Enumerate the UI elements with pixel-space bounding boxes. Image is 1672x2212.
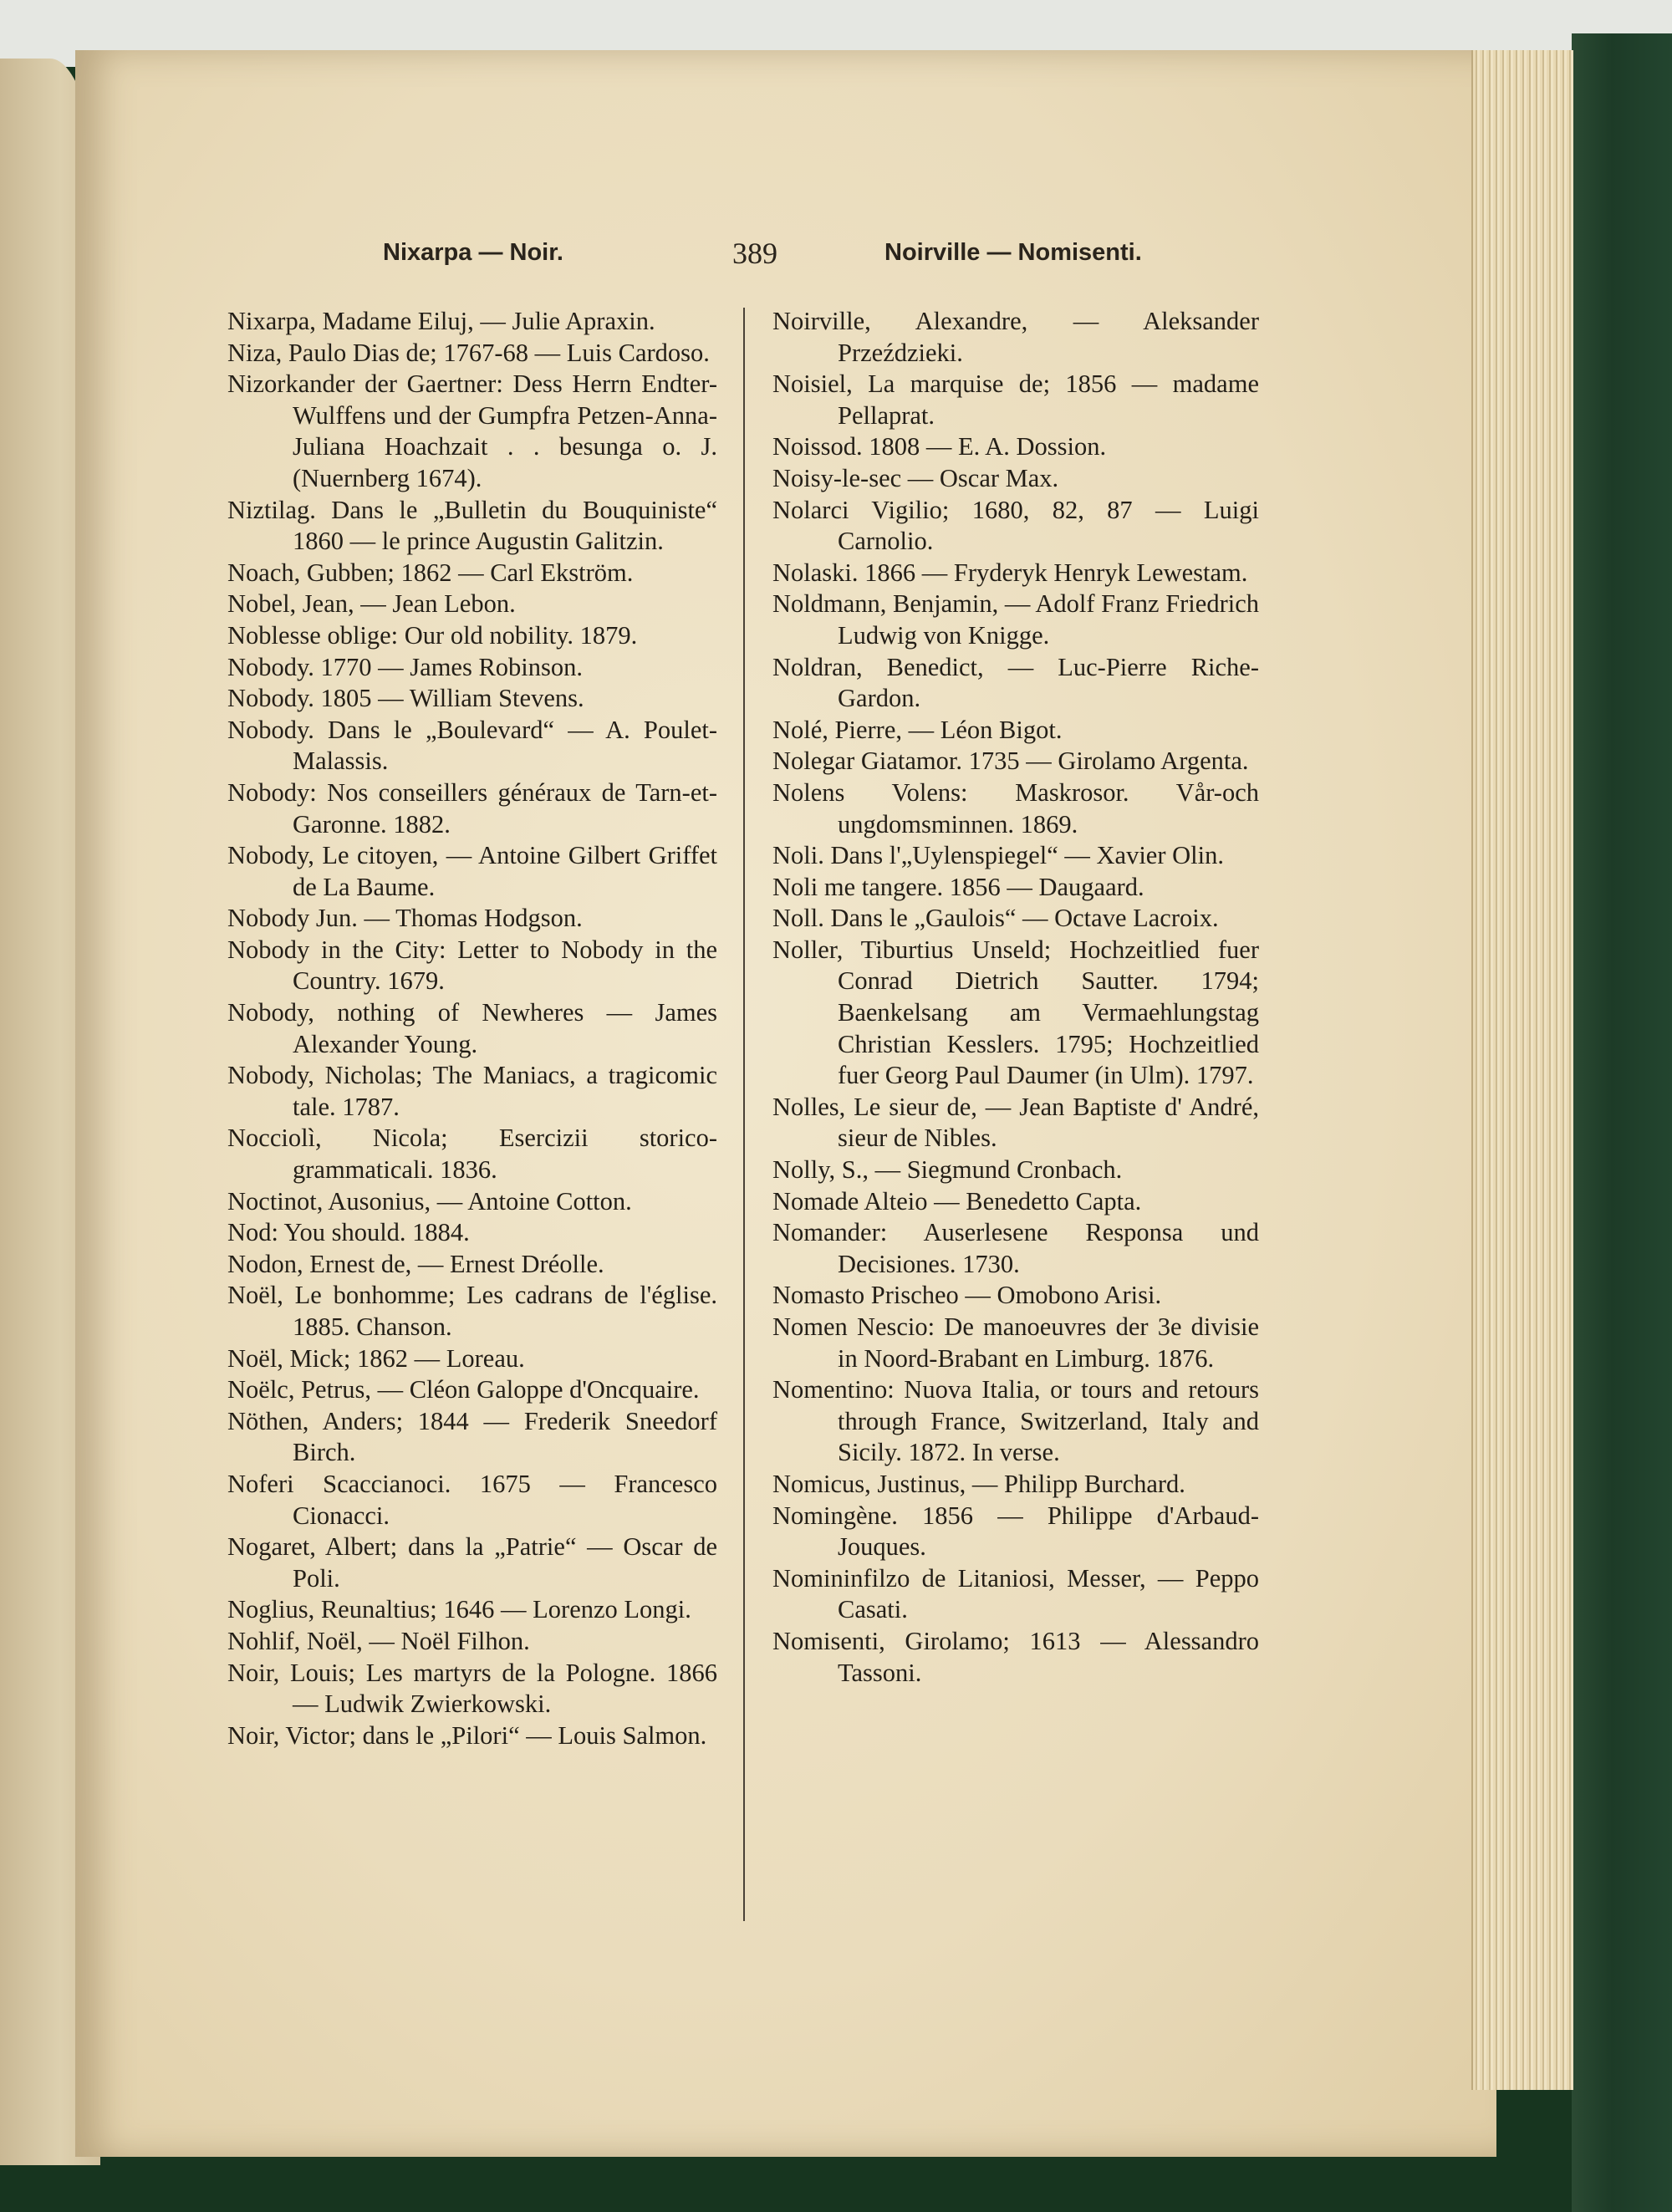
entry: Nomasto Prischeo — Omobono Arisi. (772, 1281, 1162, 1310)
entry: Nomade Alteio — Benedetto Capta. (772, 1186, 1142, 1216)
entry: Nobel, Jean, — Jean Lebon. (227, 589, 516, 619)
entry: Noblesse oblige: Our old nobility. 1879. (227, 620, 638, 650)
entry: Nomander: Auserlesene Responsa und Decisiones. 1730. (772, 1218, 1259, 1278)
page-stack-edges (1471, 50, 1573, 2090)
entry: Noisiel, La marquise de; 1856 — madame Pellaprat. (772, 370, 1259, 430)
entry: Noir, Louis; Les martyrs de la Pologne. 1866 — Ludwik Zwierkowski. (227, 1658, 717, 1719)
entry: Nomisenti, Girolamo; 1613 — Alessandro Tassoni. (772, 1626, 1259, 1687)
entry: Nolegar Giatamor. 1735 — Girolamo Argenta. (772, 747, 1249, 776)
entry: Nobody Jun. — Thomas Hodgson. (227, 904, 583, 933)
entry: Noël, Le bonhomme; Les cadrans de l'église. 1885. Chanson. (227, 1281, 717, 1341)
entry: Noglius, Reunaltius; 1646 — Lorenzo Longi. (227, 1595, 691, 1624)
entry: Nixarpa, Madame Eiluj, — Julie Apraxin. (227, 307, 655, 335)
right-column (772, 306, 1259, 1689)
running-header-right: Noirville — Nomisenti. (884, 239, 1142, 266)
entry: Nöthen, Anders; 1844 — Frederik Sneedorf Birch. (227, 1406, 717, 1467)
page-number: 389 (732, 237, 777, 270)
entry: Nogaret, Albert; dans la „Patrie“ — Oscar de Poli. (227, 1532, 717, 1593)
entry: Noldmann, Benjamin, — Adolf Franz Friedrich Ludwig von Knigge. (772, 589, 1259, 650)
entry: Noli me tangere. 1856 — Daugaard. (772, 872, 1144, 901)
entry: Nolaski. 1866 — Fryderyk Henryk Lewestam. (772, 558, 1248, 587)
entry: Noëlc, Petrus, — Cléon Galoppe d'Oncquaire. (227, 1375, 700, 1404)
entry: Noir, Victor; dans le „Pilori“ — Louis Salmon. (227, 1720, 707, 1750)
entry: Nolles, Le sieur de, — Jean Baptiste d' André, sieur de Nibles. (772, 1092, 1259, 1153)
entry: Nobody, nothing of Newheres — James Alexander Young. (227, 998, 717, 1058)
entry: Nocciolì, Nicola; Esercizii storico-grammaticali. 1836. (227, 1124, 717, 1185)
entry: Noferi Scaccianoci. 1675 — Francesco Cionacci. (227, 1469, 717, 1530)
entry: Nolens Volens: Maskrosor. Vår-och ungdomsminnen. 1869. (772, 777, 1259, 838)
entry: Noirville, Alexandre, — Aleksander Przeździeki. (772, 307, 1259, 367)
entry: Nolé, Pierre, — Léon Bigot. (772, 715, 1063, 744)
entry: Nobody. 1770 — James Robinson. (227, 652, 584, 681)
entry: Nobody: Nos conseillers généraux de Tarn-et-Garonne. 1882. (227, 777, 717, 838)
entry: Nohlif, Noël, — Noël Filhon. (227, 1626, 530, 1655)
entry: Nizorkander der Gaertner: Dess Herrn Endter-Wulffens und der Gumpfra Petzen-Anna-Juliana Hoachzait . . besunga o. J. (Nuernberg 1674). (227, 370, 717, 492)
entry: Noli. Dans l'„Uylenspiegel“ — Xavier Olin. (772, 841, 1224, 870)
entry: Niza, Paulo Dias de; 1767-68 — Luis Cardoso. (227, 338, 710, 367)
entry: Noissod. 1808 — E. A. Dossion. (772, 432, 1107, 461)
entry: Noller, Tiburtius Unseld; Hochzeitlied fuer Conrad Dietrich Sautter. 1794; Baenkelsang am Vermaehlungstag Christian Kesslers. 1795; Hochzeitlied fuer Georg Paul Daumer (in Ulm). 1797. (772, 935, 1259, 1090)
entry: Nobody, Le citoyen, — Antoine Gilbert Griffet de La Baume. (227, 841, 717, 901)
entry: Noll. Dans le „Gaulois“ — Octave Lacroix. (772, 904, 1219, 933)
entry: Nomen Nescio: De manoeuvres der 3e divisie in Noord-Brabant en Limburg. 1876. (772, 1312, 1259, 1373)
entry: Nobody in the City: Letter to Nobody in the Country. 1679. (227, 935, 717, 996)
entry: Nomingène. 1856 — Philippe d'Arbaud-Jouques. (772, 1501, 1259, 1562)
entry: Nomicus, Justinus, — Philipp Burchard. (772, 1469, 1185, 1498)
entry: Nomininfilzo de Litaniosi, Messer, — Peppo Casati. (772, 1563, 1259, 1624)
book-cover-right (1572, 33, 1672, 2212)
running-header-left: Nixarpa — Noir. (383, 239, 563, 266)
entry: Nolly, S., — Siegmund Cronbach. (772, 1155, 1123, 1185)
left-column (227, 306, 717, 1751)
entry: Nomentino: Nuova Italia, or tours and retours through France, Switzerland, Italy and Sicily. 1872. In verse. (772, 1375, 1259, 1467)
entry: Noctinot, Ausonius, — Antoine Cotton. (227, 1186, 632, 1216)
entry: Nobody, Nicholas; The Maniacs, a tragicomic tale. 1787. (227, 1061, 717, 1121)
entry: Niztilag. Dans le „Bulletin du Bouquiniste“ 1860 — le prince Augustin Galitzin. (227, 495, 717, 556)
column-divider (743, 308, 745, 1921)
entry: Noach, Gubben; 1862 — Carl Ekström. (227, 558, 634, 587)
entry: Nod: You should. 1884. (227, 1218, 470, 1247)
entry: Nobody. Dans le „Boulevard“ — A. Poulet-Malassis. (227, 715, 717, 776)
entry: Nolarci Vigilio; 1680, 82, 87 — Luigi Carnolio. (772, 495, 1259, 556)
entry: Noisy-le-sec — Oscar Max. (772, 463, 1059, 492)
entry: Nodon, Ernest de, — Ernest Dréolle. (227, 1249, 604, 1278)
entry: Noël, Mick; 1862 — Loreau. (227, 1343, 525, 1373)
entry: Noldran, Benedict, — Luc-Pierre Riche-Gardon. (772, 652, 1259, 713)
entry: Nobody. 1805 — William Stevens. (227, 684, 584, 713)
